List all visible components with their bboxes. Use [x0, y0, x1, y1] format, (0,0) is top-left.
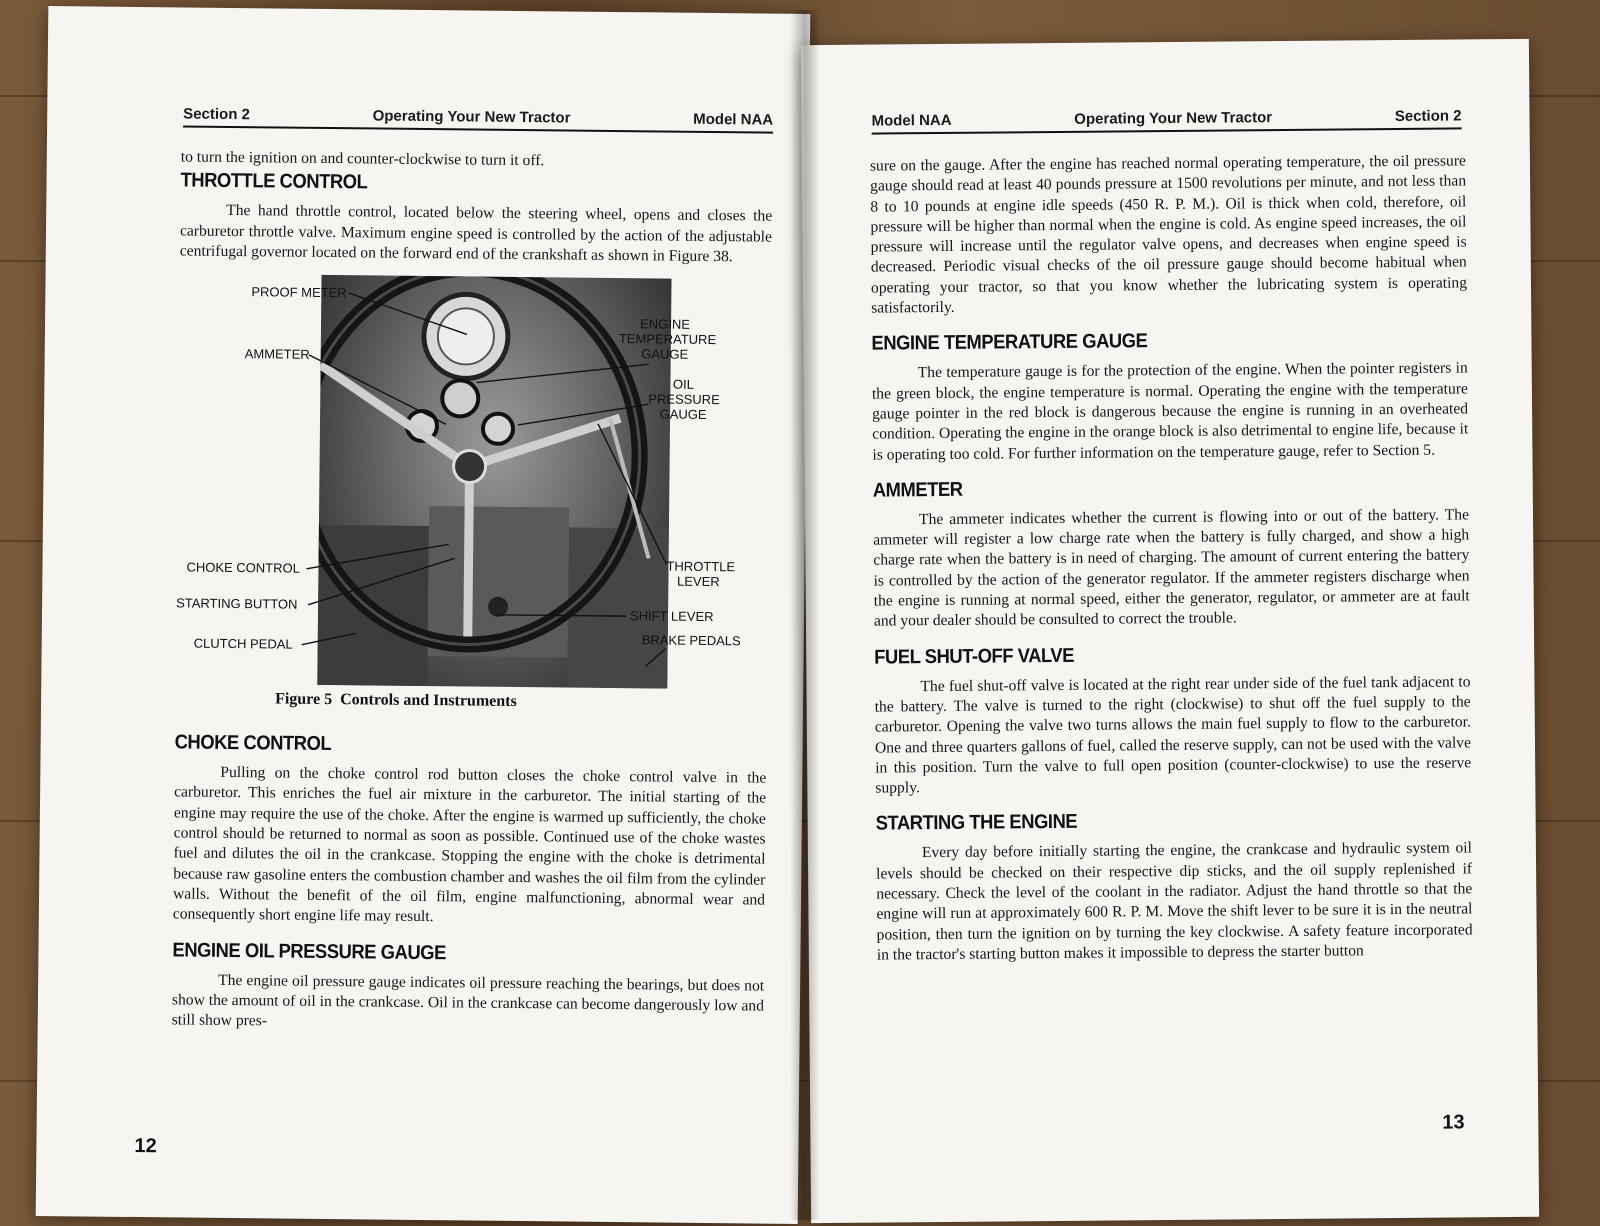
header-title: Operating Your New Tractor — [372, 107, 571, 127]
label-clutch-pedal: CLUTCH PEDAL — [193, 635, 293, 652]
figure-caption: Figure 5 Controls and Instruments — [275, 690, 517, 711]
page-number-right: 13 — [1442, 1111, 1465, 1134]
label-oil-pressure-gauge: OIL PRESSURE GAUGE — [648, 376, 720, 423]
page-number-left: 12 — [134, 1135, 157, 1158]
starting-engine-heading: STARTING THE ENGINE — [875, 811, 1078, 835]
oil-pressure-text: The engine oil pressure gauge indicates oil pressure reaching the bearings, but does not show the amount of oil in the crankcase. Oil in the crankcase can become dangerously low and still show pres- — [171, 971, 765, 1030]
fuel-valve-text: The fuel shut-off valve is located at the right rear under side of the fuel tank adjacent to the battery. The valve is turned to the right (clockwise) to shut off the fuel supply to the carburetor. Opening the valve two turns allows the main fuel supply to flow to the carburetor. One and three quarters gallons of fuel, called the reserve supply, can not be used with the valve in this position. Turn the valve to full open position (counter-clockwise) to use the reserve supply. — [874, 673, 1472, 797]
left-page — [36, 6, 811, 1224]
header-section: Section 2 — [183, 105, 251, 124]
controls-figure — [175, 272, 770, 718]
header-model: Model NAA — [693, 110, 774, 129]
right-page-header — [871, 107, 1461, 134]
right-page-content — [870, 151, 1473, 965]
label-starting-button: STARTING BUTTON — [176, 595, 298, 612]
throttle-text: The hand throttle control, located below the steering wheel, opens and closes the carburetor throttle valve. Maximum engine speed is controlled by the action of the adjustable centrifugal governor located on the forward end of the crankshaft as shown in Figure 38. — [179, 202, 773, 266]
starting-engine-text: Every day before initially starting the engine, the crankcase and hydraulic system oil levels should be checked on their respective dip sticks, and the oil supply replenished if necessary. Check the level of the coolant in the radiator. Adjust the hand throttle so that the engine will run at approximately 600 R. P. M. Move the shift lever to be sure it is in the neutral position, then turn the ignition on by turning the key clockwise. A safety feature incorporated in the tractor's starting button makes it impossible to depress the starter button — [876, 839, 1473, 964]
label-proof-meter: PROOF METER — [251, 284, 347, 301]
left-page-header — [183, 105, 773, 133]
oil-pressure-heading: ENGINE OIL PRESSURE GAUGE — [172, 938, 446, 964]
choke-heading: CHOKE CONTROL — [174, 731, 332, 756]
fuel-valve-heading: FUEL SHUT-OFF VALVE — [874, 644, 1075, 669]
left-page-content — [172, 147, 773, 1037]
header-title: Operating Your New Tractor — [1074, 109, 1273, 128]
label-brake-pedals: BRAKE PEDALS — [641, 632, 741, 649]
continued-text: to turn the ignition on and counter-clockwise to turn it off. — [180, 148, 545, 170]
label-engine-temperature-gauge: ENGINE TEMPERATURE GAUGE — [618, 316, 717, 362]
ammeter-heading: AMMETER — [872, 478, 963, 502]
temperature-gauge-text: The temperature gauge is for the protection of the engine. When the pointer registers in the green block, the engine temperature is normal. Operating the engine with the temperature gauge pointer in the red block is dangerous because the engine is running in an overheated condition. Operating the engine in the orange block is also detrimental to engine life, because it is operating too cold. For further information on the temperature gauge, refer to Section 5. — [871, 359, 1469, 464]
label-choke-control: CHOKE CONTROL — [186, 559, 300, 576]
header-model: Model NAA — [871, 111, 952, 130]
right-page — [801, 39, 1539, 1223]
label-shift-lever: SHIFT LEVER — [629, 608, 714, 625]
oil-pressure-continued-text: sure on the gauge. After the engine has reached normal operating temperature, the oil pressure gauge should read at least 40 pounds pressure at 1500 revolutions per minute, and not less than 8 to 10 pounds at engine idle speeds (450 R. P. M.). Oil is thick when cold, therefore, oil pressure will be higher than normal when the engine is cold. As engine speed increases, the oil pressure will increase until the regulator valve opens, and decreases when engine speed is decreased. Periodic visual checks of the oil pressure gauge should become habitual when operating your tractor, so that you know whether the lubricating system is operating satisfactorily. — [869, 152, 1468, 317]
label-ammeter: AMMETER — [244, 346, 310, 362]
choke-text: Pulling on the choke control rod button closes the choke control valve in the carburetor. This enriches the fuel air mixture in the carburetor. The initial starting of the engine may require the use of the choke. After the engine is warmed up sufficiently, the choke control should be returned to normal as soon as possible. Continued use of the choke wastes fuel and dilutes the oil in the crankcase. Stopping the engine with the choke is detrimental because raw gasoline enters the combustion chamber and washes the oil film from the cylinder walls. Without the benefit of the oil film, engine malfunctioning, abnormal wear and consequently short engine life may result. — [172, 764, 767, 926]
ammeter-text: The ammeter indicates whether the current is flowing into or out of the battery. The ammeter will register a low charge rate when the battery is fully charged, and show a high charge rate when the battery is in need of charging. The amount of current entering the battery is controlled by the action of the generator regulator. If the ammeter registers discharge when the engine is running at normal speed, either the generator, regulator, or ammeter are at fault and your dealer should be consulted to correct the trouble. — [873, 506, 1470, 630]
label-throttle-lever: THROTTLE LEVER — [666, 558, 736, 590]
throttle-heading: THROTTLE CONTROL — [180, 169, 368, 194]
header-section: Section 2 — [1394, 107, 1462, 126]
book-gutter-shadow — [790, 10, 820, 1220]
temperature-gauge-heading: ENGINE TEMPERATURE GAUGE — [871, 330, 1148, 355]
